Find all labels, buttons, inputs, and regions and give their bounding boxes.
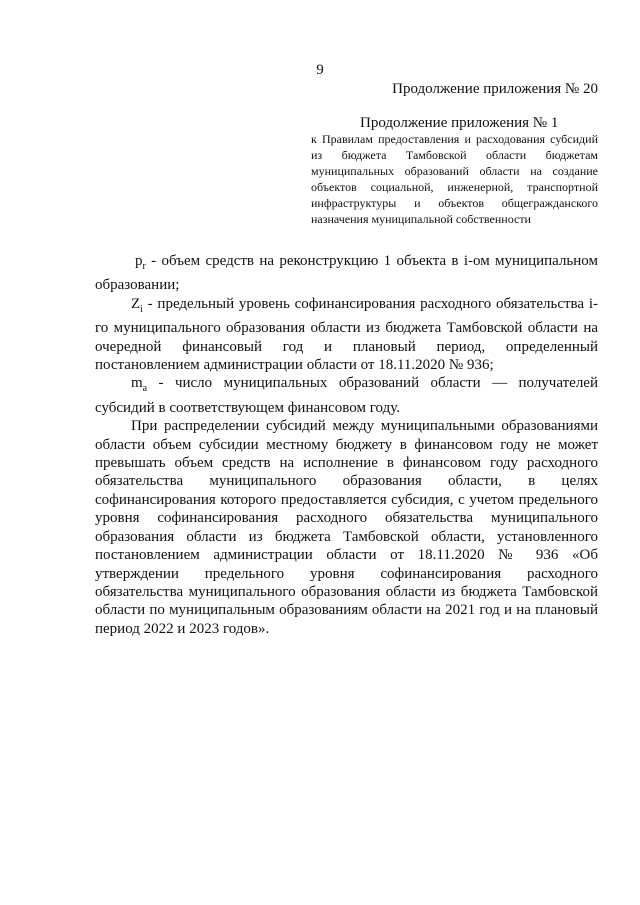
page-number: 9 [316, 62, 324, 78]
subscript-a: a [142, 383, 148, 395]
paragraph-ma [95, 374, 598, 417]
symbol-m: m [131, 375, 143, 392]
symbol-p: p [135, 253, 143, 269]
symbol-z: Z [131, 295, 141, 312]
paragraph-ma-text: - число муниципальных образований области — получателей субсидий в соответствующем финансовом году. [95, 375, 598, 416]
paragraph-zi [95, 295, 598, 375]
appendix-20-continuation: Продолжение приложения № 20 [392, 81, 598, 97]
subscript-i: i [140, 303, 143, 315]
rules-reference: к Правилам предоставления и расходования субсидий из бюджета Тамбовской области бюджетам муниципальных образований области на создание объектов социальной, инженерной, транспортной инфраструктуры и объектов общегражданского назначения муниципальной собственности [311, 132, 598, 226]
paragraph-distribution: При распределении субсидий между муниципальными образованиями области объем субсидии местному бюджету в финансовом году не может превышать объем средств на исполнение в финансовом году расходного обязательства муниципального образования области, в целях софинансирования которого предоставляется субсидия, с учетом предельного уровня софинансирования расходного обязательства муниципального образования области из бюджета Тамбовской области, установленного постановлением администрации области от 18.11.2020 № 936 «Об утверждении предельного уровня софинансирования расходного обязательства муниципального образования области из бюджета Тамбовской области по муниципальным образованиям области на 2021 год и на плановый период 2022 и 2023 годов». [95, 418, 598, 637]
paragraph-zi-text: - предельный уровень софинансирования расходного обязательства i-го муниципального образования области из бюджета Тамбовской области на очередной финансовый год и плановый период, определенный постановлением администрации области от 18.11.2020 № 936; [95, 295, 598, 374]
body-text [95, 252, 598, 638]
subscript-r: r [142, 261, 146, 272]
paragraph-pr [95, 252, 598, 295]
paragraph-pr-text: - объем средств на реконструкцию 1 объекта в i-ом муниципальном образовании; [95, 253, 598, 294]
appendix-1-continuation: Продолжение приложения № 1 [360, 115, 559, 131]
